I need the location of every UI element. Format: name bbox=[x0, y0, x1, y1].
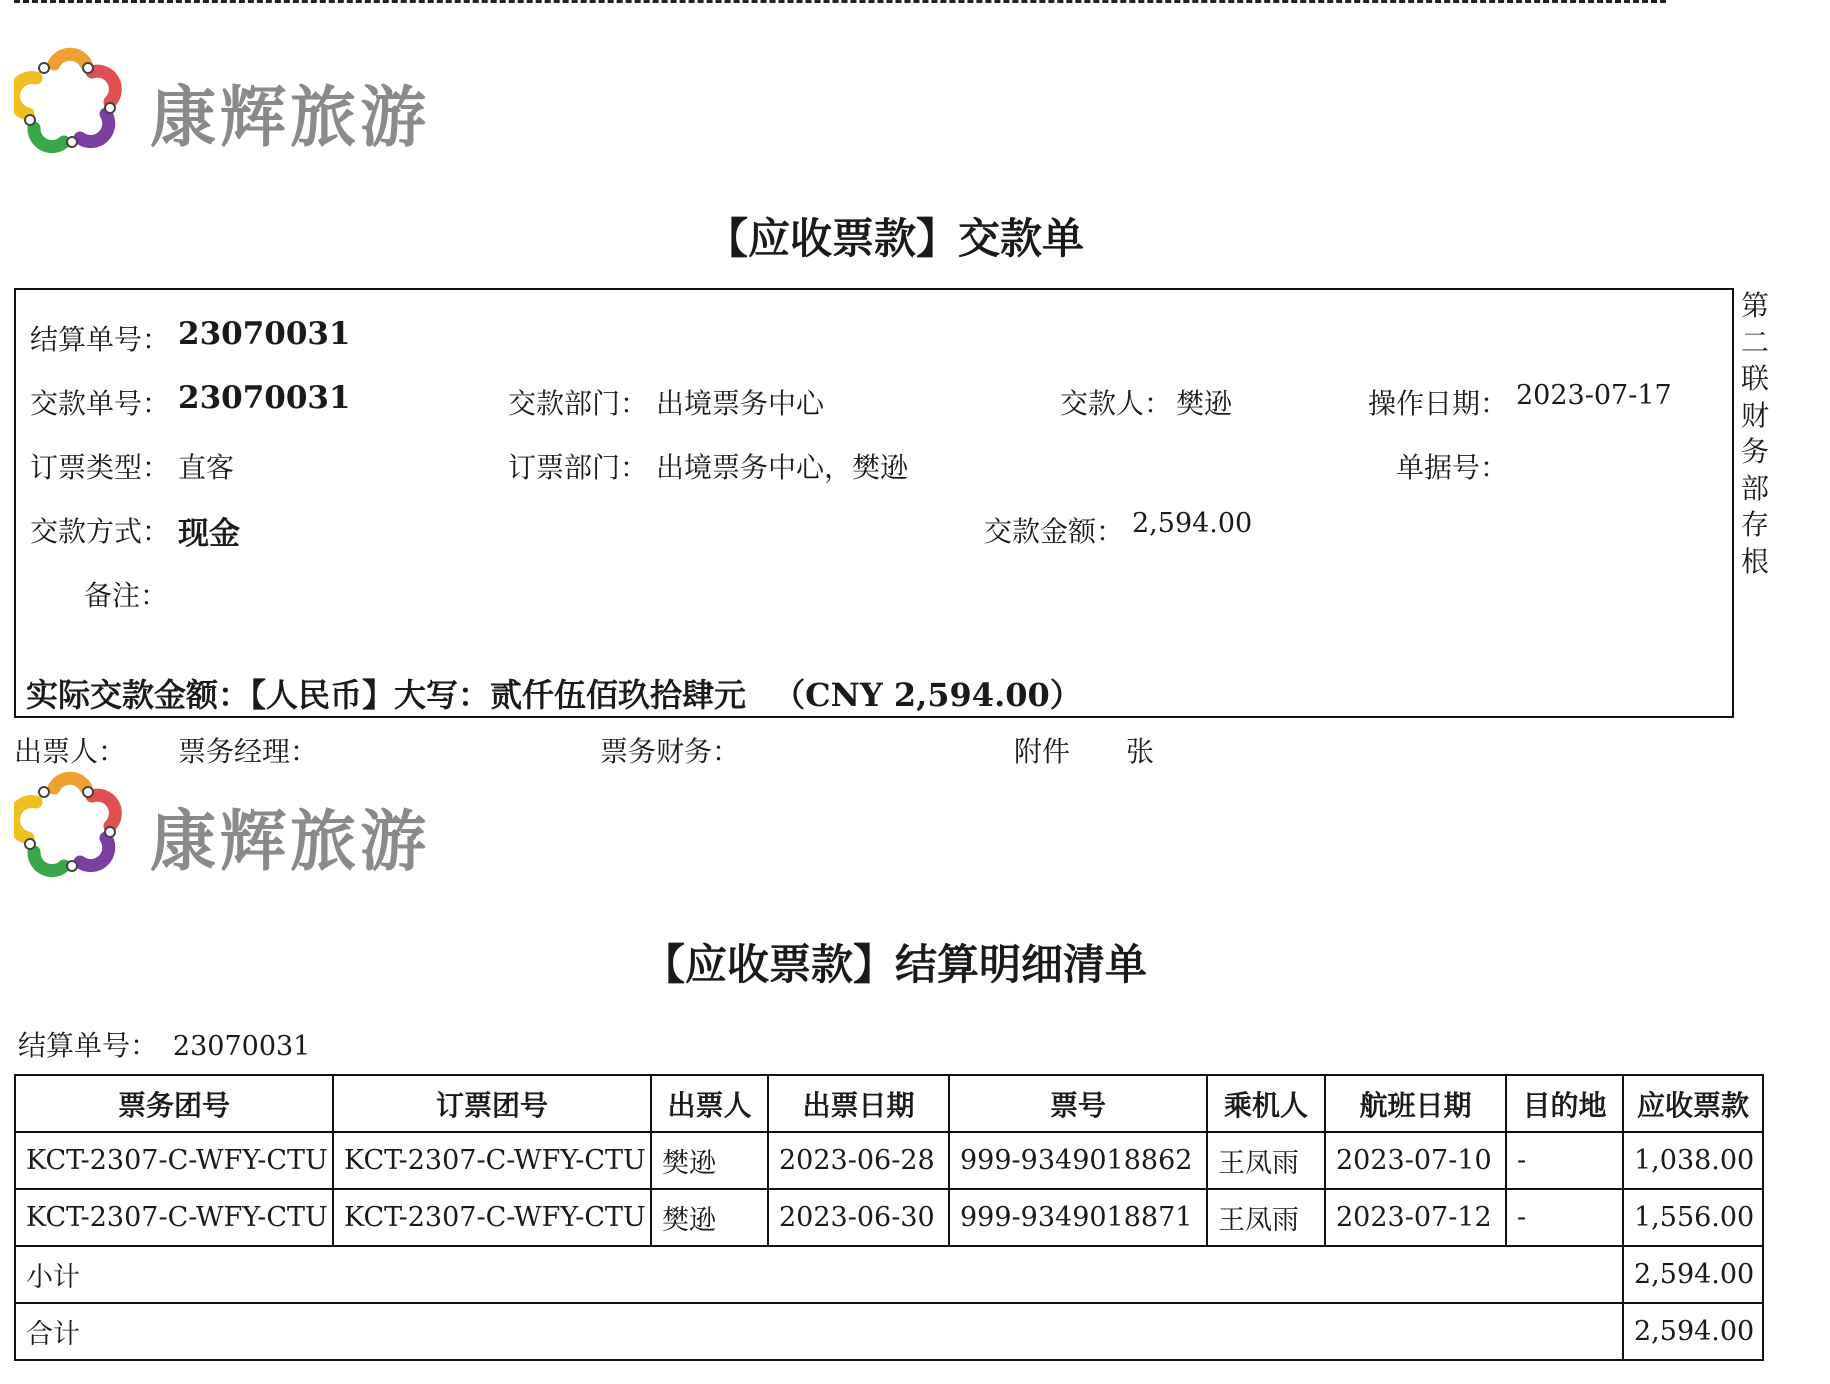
total-row bbox=[15, 1303, 1763, 1360]
column-header: 应收票款 bbox=[1623, 1075, 1763, 1132]
column-header: 目的地 bbox=[1506, 1075, 1623, 1132]
detail-settlement-no bbox=[18, 1024, 310, 1064]
payment-no-label: 交款单号： bbox=[30, 387, 171, 420]
cell-passenger: 王凤雨 bbox=[1207, 1189, 1325, 1246]
receipt-box bbox=[14, 288, 1734, 718]
table-row bbox=[15, 1132, 1763, 1189]
detail-title: 【应收票款】结算明细清单 bbox=[642, 940, 1147, 989]
remark-label: 备注： bbox=[84, 579, 169, 612]
detail-settlement-no-label: 结算单号： bbox=[18, 1029, 159, 1062]
cell-ticket-no: 999-9349018871 bbox=[949, 1189, 1207, 1246]
cut-line bbox=[14, 0, 1666, 3]
cell-ticket-group-no: KCT-2307-C-WFY-CTU bbox=[15, 1189, 333, 1246]
subtotal-label: 小计 bbox=[15, 1246, 1623, 1303]
payer-value: 樊逊 bbox=[1176, 387, 1233, 420]
side-char: 财 bbox=[1740, 398, 1769, 432]
actual-amount-cny: （CNY 2,594.00） bbox=[773, 676, 1082, 714]
attachment-sheets-label: 张 bbox=[1126, 735, 1155, 768]
cell-issue-date: 2023-06-28 bbox=[768, 1132, 949, 1189]
actual-amount-text: 实际交款金额：【人民币】大写：贰仟伍佰玖拾肆元 bbox=[26, 676, 747, 714]
pay-method-label: 交款方式： bbox=[30, 515, 171, 548]
brand-logo bbox=[14, 46, 434, 156]
column-header: 乘机人 bbox=[1207, 1075, 1325, 1132]
brand-name: 康辉旅游 bbox=[150, 79, 430, 156]
finance-signature-label: 票务财务： bbox=[600, 735, 741, 768]
booking-type-label: 订票类型： bbox=[30, 451, 171, 484]
flower-logo-icon bbox=[14, 46, 124, 156]
pay-amount-label: 交款金额： bbox=[984, 515, 1125, 548]
attachment-label: 附件 bbox=[1014, 735, 1071, 768]
issuer-signature-label: 出票人： bbox=[14, 735, 127, 768]
op-date-label: 操作日期： bbox=[1368, 387, 1509, 420]
cell-passenger: 王凤雨 bbox=[1207, 1132, 1325, 1189]
pay-dept-label: 交款部门： bbox=[508, 387, 649, 420]
cell-issuer: 樊逊 bbox=[651, 1132, 768, 1189]
cell-destination: - bbox=[1506, 1189, 1623, 1246]
pay-amount-value: 2,594.00 bbox=[1132, 508, 1253, 539]
total-value: 2,594.00 bbox=[1623, 1303, 1763, 1360]
settlement-no-label: 结算单号： bbox=[30, 323, 171, 356]
column-header: 票务团号 bbox=[15, 1075, 333, 1132]
side-char: 务 bbox=[1740, 435, 1769, 468]
cell-issue-date: 2023-06-30 bbox=[768, 1189, 949, 1246]
table-header-row bbox=[15, 1075, 1763, 1132]
cell-flight-date: 2023-07-10 bbox=[1325, 1132, 1506, 1189]
table-row bbox=[15, 1189, 1763, 1246]
settlement-no-value: 23070031 bbox=[178, 316, 351, 352]
side-char: 存 bbox=[1740, 508, 1769, 541]
side-char: 根 bbox=[1740, 544, 1769, 578]
copy-side-label bbox=[1736, 288, 1774, 580]
receipt-title: 【应收票款】交款单 bbox=[705, 214, 1084, 263]
cell-ticket-no: 999-9349018862 bbox=[949, 1132, 1207, 1189]
cell-destination: - bbox=[1506, 1132, 1623, 1189]
op-date-value: 2023-07-17 bbox=[1516, 380, 1672, 411]
brand-name: 康辉旅游 bbox=[150, 803, 430, 880]
manager-signature-label: 票务经理： bbox=[178, 735, 319, 768]
cell-receivable: 1,556.00 bbox=[1623, 1189, 1763, 1246]
cell-booking-group-no: KCT-2307-C-WFY-CTU bbox=[333, 1132, 651, 1189]
pay-dept-value: 出境票务中心 bbox=[656, 387, 825, 420]
column-header: 航班日期 bbox=[1325, 1075, 1506, 1132]
cell-receivable: 1,038.00 bbox=[1623, 1132, 1763, 1189]
subtotal-row bbox=[15, 1246, 1763, 1303]
subtotal-value: 2,594.00 bbox=[1623, 1246, 1763, 1303]
side-char: 部 bbox=[1740, 471, 1769, 505]
detail-settlement-no-value: 23070031 bbox=[172, 1031, 311, 1062]
column-header: 出票日期 bbox=[768, 1075, 949, 1132]
doc-no-label: 单据号： bbox=[1396, 451, 1509, 484]
payer-label: 交款人： bbox=[1060, 387, 1173, 420]
side-char: 二 bbox=[1740, 325, 1769, 359]
side-char: 第 bbox=[1740, 289, 1769, 322]
booking-type-value: 直客 bbox=[178, 451, 235, 484]
booking-dept-value: 出境票务中心，樊逊 bbox=[656, 451, 909, 484]
column-header: 订票团号 bbox=[333, 1075, 651, 1132]
payment-no-value: 23070031 bbox=[178, 380, 351, 416]
total-label: 合计 bbox=[15, 1303, 1623, 1360]
column-header: 票号 bbox=[949, 1075, 1207, 1132]
booking-dept-label: 订票部门： bbox=[508, 451, 649, 484]
cell-booking-group-no: KCT-2307-C-WFY-CTU bbox=[333, 1189, 651, 1246]
side-char: 联 bbox=[1740, 362, 1769, 395]
actual-amount-summary bbox=[26, 670, 1082, 716]
flower-logo-icon bbox=[14, 770, 124, 880]
pay-method-value: 现金 bbox=[178, 516, 240, 552]
cell-flight-date: 2023-07-12 bbox=[1325, 1189, 1506, 1246]
brand-logo bbox=[14, 770, 434, 880]
settlement-detail-table bbox=[14, 1074, 1764, 1361]
column-header: 出票人 bbox=[651, 1075, 768, 1132]
cell-ticket-group-no: KCT-2307-C-WFY-CTU bbox=[15, 1132, 333, 1189]
cell-issuer: 樊逊 bbox=[651, 1189, 768, 1246]
